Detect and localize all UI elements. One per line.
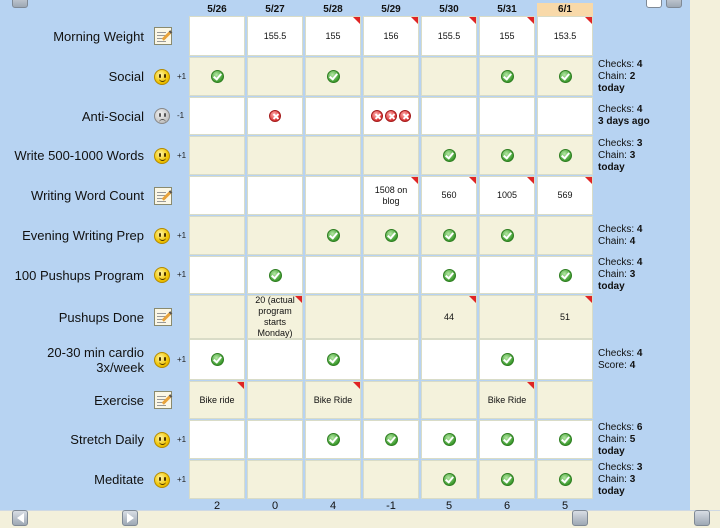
cell-value: Bike Ride xyxy=(313,394,353,405)
stat-value: 3 xyxy=(629,269,636,280)
habit-points: -1 xyxy=(177,111,185,120)
habit-cell[interactable] xyxy=(537,420,593,459)
habit-cell[interactable] xyxy=(363,136,419,175)
habit-label[interactable]: Writing Word Count xyxy=(31,188,144,203)
habit-cell[interactable] xyxy=(247,339,303,380)
habit-cell[interactable] xyxy=(305,295,361,339)
habit-cell[interactable] xyxy=(247,136,303,175)
check-icon xyxy=(211,353,224,366)
stat-value: 4 xyxy=(636,104,643,115)
stat-line xyxy=(598,138,690,150)
date-header-1: 5/27 xyxy=(265,4,285,15)
check-icon xyxy=(501,70,514,83)
stat-value: 4 xyxy=(629,360,636,371)
stat-key: Chain: xyxy=(598,434,630,445)
stat-value: 4 xyxy=(636,348,643,359)
stat-key: Checks: xyxy=(598,348,637,359)
habit-label[interactable]: Evening Writing Prep xyxy=(22,228,144,243)
habit-cell[interactable] xyxy=(305,136,361,175)
habit-cell[interactable] xyxy=(421,216,477,255)
habit-cell[interactable] xyxy=(305,256,361,294)
cell-value: 155.5 xyxy=(263,30,287,41)
stat-key: Checks: xyxy=(598,224,637,235)
habit-cell[interactable] xyxy=(537,295,593,339)
habit-cell[interactable] xyxy=(537,339,593,380)
habit-cell[interactable] xyxy=(421,57,477,96)
habit-stats xyxy=(598,462,690,498)
notepad-pencil-icon[interactable] xyxy=(154,187,172,205)
check-icon xyxy=(559,269,572,282)
stat-value: today xyxy=(598,281,625,292)
habit-cell[interactable] xyxy=(421,339,477,380)
daily-total: 5 xyxy=(561,500,569,512)
habit-label[interactable]: 20-30 min cardio 3x/week xyxy=(47,344,144,375)
stat-line xyxy=(598,59,690,71)
cell-value: 560 xyxy=(441,190,457,200)
date-header-3: 5/29 xyxy=(381,4,401,15)
date-header-5: 5/31 xyxy=(497,4,517,15)
check-icon xyxy=(443,473,456,486)
habit-cell[interactable] xyxy=(305,381,361,419)
cell-value: 20 (actual program starts Monday) xyxy=(255,295,295,338)
habit-cell[interactable] xyxy=(479,460,535,499)
habit-cell[interactable] xyxy=(363,339,419,380)
daily-total: -1 xyxy=(386,500,396,512)
stat-line xyxy=(598,257,690,269)
stat-key: Checks: xyxy=(598,59,637,70)
stat-value: 3 xyxy=(636,138,643,149)
habit-cell[interactable] xyxy=(537,57,593,96)
habit-cell[interactable] xyxy=(363,216,419,255)
stat-line xyxy=(598,116,690,128)
smiley-face-icon[interactable] xyxy=(154,352,170,368)
cell-value: Bike Ride xyxy=(487,394,527,405)
stat-key: Checks: xyxy=(598,138,637,149)
top-right-arrow-icon[interactable] xyxy=(666,0,682,8)
habit-label[interactable]: Exercise xyxy=(94,392,144,408)
stat-line xyxy=(598,434,690,446)
cell-value: Bike ride xyxy=(199,394,235,405)
habit-cell[interactable] xyxy=(189,97,245,135)
date-header-0: 5/26 xyxy=(207,4,227,15)
stat-key: Score: xyxy=(598,360,630,371)
smiley-face-icon[interactable] xyxy=(154,267,170,283)
smiley-face-icon[interactable] xyxy=(154,472,170,488)
check-icon xyxy=(501,229,514,242)
habit-cell[interactable] xyxy=(421,176,477,215)
cell-value: 1005 xyxy=(496,190,518,200)
habit-cell[interactable] xyxy=(189,216,245,255)
x-icon xyxy=(385,110,397,122)
check-icon xyxy=(327,70,340,83)
habit-cell[interactable] xyxy=(479,420,535,459)
check-icon xyxy=(211,70,224,83)
habit-cell[interactable] xyxy=(189,381,245,419)
stat-value: today xyxy=(598,162,625,173)
stat-line xyxy=(598,422,690,434)
habit-cell[interactable] xyxy=(363,176,419,215)
daily-total: 4 xyxy=(329,500,337,512)
habit-cell[interactable] xyxy=(189,460,245,499)
stat-value: 6 xyxy=(636,422,643,433)
smiley-face-icon[interactable] xyxy=(154,432,170,448)
stat-line xyxy=(598,281,690,293)
cell-value: 44 xyxy=(443,311,454,322)
cell-value: 155 xyxy=(499,30,515,41)
habit-cell[interactable] xyxy=(537,216,593,255)
habit-cell[interactable] xyxy=(247,295,303,339)
habit-cell[interactable] xyxy=(363,57,419,96)
habit-cell[interactable] xyxy=(247,460,303,499)
habit-points: +1 xyxy=(177,72,187,81)
check-icon xyxy=(385,229,398,242)
next-page-arrow-icon[interactable] xyxy=(122,510,138,526)
stat-value: today xyxy=(598,83,625,94)
habit-stats xyxy=(598,138,690,174)
x-icon xyxy=(399,110,411,122)
smiley-face-icon[interactable] xyxy=(154,148,170,164)
habit-cell[interactable] xyxy=(537,176,593,215)
stat-value: 4 xyxy=(636,257,643,268)
doc-icon[interactable] xyxy=(646,0,662,8)
stat-value: 4 xyxy=(636,59,643,70)
stat-line xyxy=(598,360,690,372)
check-icon xyxy=(559,473,572,486)
right-margin xyxy=(690,0,720,510)
habit-cell[interactable] xyxy=(305,16,361,56)
habit-label[interactable]: Write 500-1000 Words xyxy=(14,148,144,163)
habit-cell[interactable] xyxy=(363,420,419,459)
habit-cell[interactable] xyxy=(247,216,303,255)
habit-cell[interactable] xyxy=(479,16,535,56)
x-icon xyxy=(269,110,281,122)
stat-key: Checks: xyxy=(598,422,637,433)
smiley-face-icon[interactable] xyxy=(154,228,170,244)
stat-line xyxy=(598,462,690,474)
habit-stats xyxy=(598,224,690,248)
habit-cell[interactable] xyxy=(421,420,477,459)
stat-value: 3 days ago xyxy=(598,116,650,127)
top-left-arrow-icon[interactable] xyxy=(12,0,28,8)
habit-cell[interactable] xyxy=(189,256,245,294)
habit-cell[interactable] xyxy=(189,57,245,96)
habit-cell[interactable] xyxy=(189,16,245,56)
daily-total: 6 xyxy=(503,500,511,512)
habit-cell[interactable] xyxy=(189,136,245,175)
stat-line xyxy=(598,474,690,486)
habit-cell[interactable] xyxy=(247,57,303,96)
habit-cell[interactable] xyxy=(189,420,245,459)
habit-cell[interactable] xyxy=(537,256,593,294)
stat-line xyxy=(598,446,690,458)
stat-line xyxy=(598,162,690,174)
habit-cell[interactable] xyxy=(247,16,303,56)
stat-line xyxy=(598,150,690,162)
copy-icon[interactable] xyxy=(572,510,588,526)
stat-key: Chain: xyxy=(598,269,630,280)
habit-cell[interactable] xyxy=(537,381,593,419)
resize-icon[interactable] xyxy=(694,510,710,526)
habit-cell[interactable] xyxy=(537,16,593,56)
stat-key: Checks: xyxy=(598,104,637,115)
habit-cell[interactable] xyxy=(363,460,419,499)
habit-cell[interactable] xyxy=(305,176,361,215)
check-icon xyxy=(327,229,340,242)
daily-total: 5 xyxy=(445,500,453,512)
habit-points: +1 xyxy=(177,355,187,364)
stat-value: 5 xyxy=(629,434,636,445)
habit-cell[interactable] xyxy=(363,381,419,419)
stat-value: 3 xyxy=(636,462,643,473)
check-icon xyxy=(501,149,514,162)
habit-cell[interactable] xyxy=(189,176,245,215)
stat-value: 4 xyxy=(629,236,636,247)
habit-cell[interactable] xyxy=(421,295,477,339)
stat-line xyxy=(598,104,690,116)
check-icon xyxy=(443,269,456,282)
habit-points: +1 xyxy=(177,475,187,484)
habit-cell[interactable] xyxy=(421,16,477,56)
habit-points: +1 xyxy=(177,231,187,240)
habit-cell[interactable] xyxy=(363,256,419,294)
habit-label[interactable]: Social xyxy=(108,69,144,84)
habit-cell[interactable] xyxy=(421,136,477,175)
habit-cell[interactable] xyxy=(305,339,361,380)
date-header-6: 6/1 xyxy=(537,3,593,16)
check-icon xyxy=(443,433,456,446)
daily-total: 0 xyxy=(271,500,279,512)
habit-stats xyxy=(598,59,690,95)
habit-cell[interactable] xyxy=(479,57,535,96)
check-icon xyxy=(385,433,398,446)
check-icon xyxy=(501,473,514,486)
habit-label[interactable]: Stretch Daily xyxy=(70,432,144,447)
stat-line xyxy=(598,486,690,498)
check-icon xyxy=(327,353,340,366)
habit-points: +1 xyxy=(177,151,187,160)
habit-cell[interactable] xyxy=(305,97,361,135)
cell-value: 156 xyxy=(383,30,399,41)
check-icon xyxy=(443,229,456,242)
daily-total: 2 xyxy=(213,500,221,512)
habit-label[interactable]: Pushups Done xyxy=(58,309,144,325)
notepad-pencil-icon[interactable] xyxy=(154,391,172,409)
habit-cell[interactable] xyxy=(247,381,303,419)
habit-stats xyxy=(598,104,690,128)
bottom-toolbar xyxy=(0,510,720,528)
stat-line xyxy=(598,348,690,360)
habit-cell[interactable] xyxy=(247,420,303,459)
check-icon xyxy=(559,433,572,446)
stat-key: Chain: xyxy=(598,236,630,247)
check-icon xyxy=(443,149,456,162)
cell-value: 51 xyxy=(559,311,570,322)
x-icon xyxy=(371,110,383,122)
habit-cell[interactable] xyxy=(247,256,303,294)
stat-line xyxy=(598,71,690,83)
habit-cell[interactable] xyxy=(421,97,477,135)
stat-value: today xyxy=(598,486,625,497)
notepad-pencil-icon[interactable] xyxy=(154,308,172,326)
habit-cell[interactable] xyxy=(363,97,419,135)
habit-cell[interactable] xyxy=(421,460,477,499)
stat-value: 3 xyxy=(629,474,636,485)
habit-cell[interactable] xyxy=(479,97,535,135)
habit-cell[interactable] xyxy=(537,460,593,499)
habit-cell[interactable] xyxy=(305,57,361,96)
habit-cell[interactable] xyxy=(479,176,535,215)
habit-points: +1 xyxy=(177,270,187,279)
habit-points: +1 xyxy=(177,435,187,444)
stat-value: 2 xyxy=(629,71,636,82)
stat-line xyxy=(598,224,690,236)
stat-key: Checks: xyxy=(598,257,637,268)
habit-cell[interactable] xyxy=(247,176,303,215)
habit-cell[interactable] xyxy=(363,295,419,339)
habit-cell[interactable] xyxy=(421,381,477,419)
habit-cell[interactable] xyxy=(479,339,535,380)
habit-stats xyxy=(598,422,690,458)
habit-cell[interactable] xyxy=(479,256,535,294)
check-icon xyxy=(327,433,340,446)
stat-key: Chain: xyxy=(598,71,630,82)
habit-cell[interactable] xyxy=(247,97,303,135)
stat-line xyxy=(598,236,690,248)
check-icon xyxy=(269,269,282,282)
habit-cell[interactable] xyxy=(189,339,245,380)
stat-key: Checks: xyxy=(598,462,637,473)
habit-label[interactable]: Morning Weight xyxy=(53,28,144,44)
stat-value: today xyxy=(598,446,625,457)
stat-value: 3 xyxy=(629,150,636,161)
habit-cell[interactable] xyxy=(305,460,361,499)
habit-label[interactable]: Anti-Social xyxy=(81,108,144,124)
cell-value: 155 xyxy=(325,30,341,41)
smiley-face-icon[interactable] xyxy=(154,69,170,85)
check-icon xyxy=(559,70,572,83)
habit-label[interactable]: 100 Pushups Program xyxy=(14,267,144,283)
cell-value: 1508 on blog xyxy=(374,184,408,206)
cell-value: 569 xyxy=(557,190,573,200)
habit-cell[interactable] xyxy=(537,136,593,175)
stat-line xyxy=(598,83,690,95)
notepad-pencil-icon[interactable] xyxy=(154,27,172,45)
habit-cell[interactable] xyxy=(305,216,361,255)
habit-label[interactable]: Meditate xyxy=(94,472,144,487)
stat-key: Chain: xyxy=(598,150,630,161)
habit-cell[interactable] xyxy=(479,216,535,255)
habit-cell[interactable] xyxy=(363,16,419,56)
stat-key: Chain: xyxy=(598,474,630,485)
habit-stats xyxy=(598,257,690,293)
habit-cell[interactable] xyxy=(479,295,535,339)
habit-cell[interactable] xyxy=(479,381,535,419)
cell-value: 153.5 xyxy=(553,30,577,41)
habit-cell[interactable] xyxy=(189,295,245,339)
date-header-2: 5/28 xyxy=(323,4,343,15)
date-header-4: 5/30 xyxy=(439,4,459,15)
stat-line xyxy=(598,269,690,281)
check-icon xyxy=(559,149,572,162)
sad-face-icon[interactable] xyxy=(154,108,170,124)
prev-page-arrow-icon[interactable] xyxy=(12,510,28,526)
habit-stats xyxy=(598,348,690,372)
cell-value: 155.5 xyxy=(437,30,461,41)
habit-cell[interactable] xyxy=(421,256,477,294)
check-icon xyxy=(501,433,514,446)
check-icon xyxy=(501,353,514,366)
habit-cell[interactable] xyxy=(479,136,535,175)
habit-cell[interactable] xyxy=(305,420,361,459)
habit-cell[interactable] xyxy=(537,97,593,135)
stat-value: 4 xyxy=(636,224,643,235)
